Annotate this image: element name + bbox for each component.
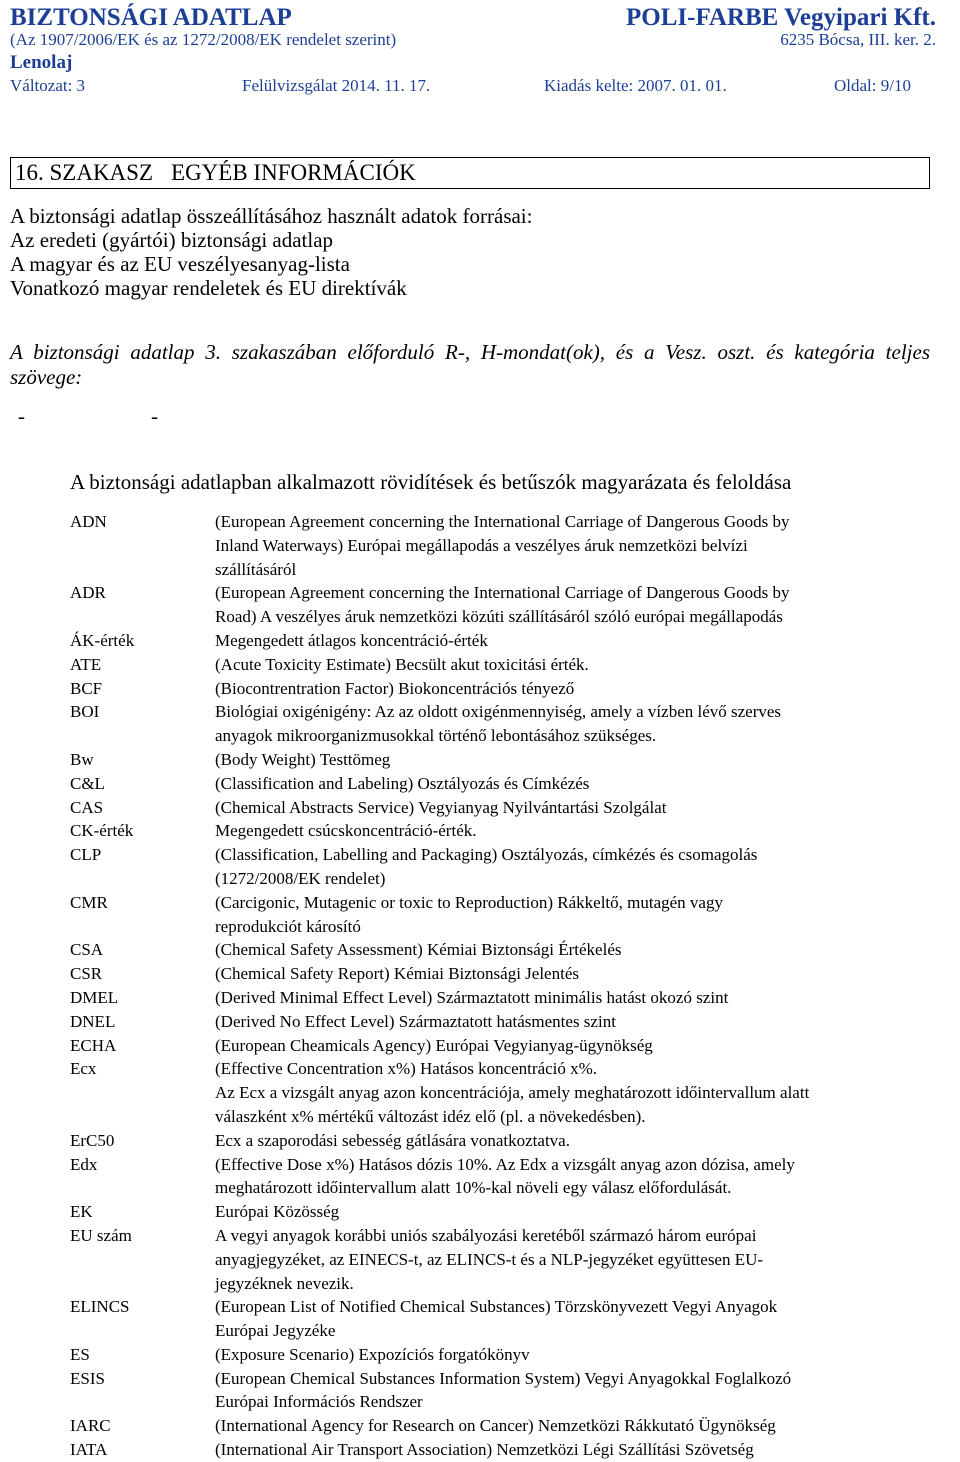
abbreviation-term: ErC50 bbox=[70, 1130, 115, 1150]
definition-line: reprodukciót károsító bbox=[215, 916, 361, 936]
abbreviation-term: ESIS bbox=[70, 1368, 105, 1388]
abbreviation-term: IATA bbox=[70, 1440, 108, 1460]
sources-line: Az eredeti (gyártói) biztonsági adatlap bbox=[10, 228, 334, 252]
definition-line: (Effective Concentration x%) Hatásos koncentráció x%. bbox=[215, 1059, 598, 1079]
company-name: POLI-FARBE Vegyipari Kft. bbox=[626, 4, 936, 31]
definition-line: Európai Közösség bbox=[215, 1202, 340, 1222]
abbreviation-row bbox=[70, 700, 930, 748]
abbreviation-row bbox=[70, 1153, 930, 1201]
abbreviation-definition bbox=[215, 986, 930, 1010]
abbreviation-row bbox=[70, 986, 930, 1010]
definition-line: Európai Jegyzéke bbox=[215, 1321, 336, 1341]
abbreviation-row bbox=[70, 1367, 930, 1415]
definition-line: (European Agreement concerning the International Carriage of Dangerous Goods by bbox=[215, 512, 790, 531]
abbreviation-row bbox=[70, 1200, 930, 1224]
abbreviation-term: CLP bbox=[70, 845, 102, 865]
sources-line: A magyar és az EU veszélyesanyag-lista bbox=[10, 252, 350, 276]
definition-line: (Chemical Safety Assessment) Kémiai Biztonsági Értékelés bbox=[215, 940, 622, 960]
abbreviation-row bbox=[70, 843, 930, 891]
definition-line: szállításáról bbox=[215, 559, 297, 579]
abbreviation-definition bbox=[215, 1343, 930, 1367]
dash-right: - bbox=[151, 404, 158, 428]
abbreviation-term: DMEL bbox=[70, 987, 119, 1007]
abbreviation-term: CSR bbox=[70, 964, 103, 984]
abbreviation-definition bbox=[215, 1010, 930, 1034]
definition-line: Megengedett átlagos koncentráció-érték bbox=[215, 630, 488, 650]
abbreviation-definition bbox=[215, 1295, 930, 1343]
abbreviation-row bbox=[70, 1295, 930, 1343]
abbreviation-term: ATE bbox=[70, 654, 102, 674]
definition-line: Inland Waterways) Európai megállapodás a veszélyes áruk nemzetközi belvízi bbox=[215, 535, 748, 555]
company-address: 6235 Bócsa, III. ker. 2. bbox=[780, 30, 936, 49]
abbreviation-row bbox=[70, 962, 930, 986]
sources-block bbox=[10, 204, 532, 300]
abbreviation-row bbox=[70, 891, 930, 939]
definition-line: (Chemical Abstracts Service) Vegyianyag Nyilvántartási Szolgálat bbox=[215, 797, 667, 817]
definition-line: Európai Információs Rendszer bbox=[215, 1392, 423, 1412]
abbreviation-row bbox=[70, 1224, 930, 1295]
definition-line: (Exposure Scenario) Expozíciós forgatókönyv bbox=[215, 1344, 530, 1364]
definition-line: (European List of Notified Chemical Substances) Törzskönyvezett Vegyi Anyagok bbox=[215, 1297, 778, 1317]
abbreviation-row bbox=[70, 748, 930, 772]
abbreviation-term: EK bbox=[70, 1202, 93, 1222]
definition-line: Megengedett csúcskoncentráció-érték. bbox=[215, 821, 477, 841]
dash-left: - bbox=[18, 404, 25, 428]
abbreviation-row bbox=[70, 1034, 930, 1058]
abbreviation-term: CSA bbox=[70, 940, 104, 960]
section-heading bbox=[10, 157, 930, 189]
definition-line: (Derived No Effect Level) Származtatott hatásmentes szint bbox=[215, 1011, 616, 1031]
abbreviation-term: ES bbox=[70, 1344, 90, 1364]
review-date: Felülvizsgálat 2014. 11. 17. bbox=[242, 76, 431, 95]
definition-line: (Derived Minimal Effect Level) Származtatott minimális hatást okozó szint bbox=[215, 987, 729, 1007]
abbreviation-definition bbox=[215, 962, 930, 986]
definition-line: válaszként x% mértékű változást idéz elő (pl. a növekedésben). bbox=[215, 1106, 646, 1126]
abbreviation-row bbox=[70, 1438, 930, 1462]
abbreviation-term: DNEL bbox=[70, 1011, 116, 1031]
abbreviation-definition bbox=[215, 653, 930, 677]
sources-line: Vonatkozó magyar rendeletek és EU direktívák bbox=[10, 276, 407, 300]
definition-line: (Acute Toxicity Estimate) Becsült akut toxicitási érték. bbox=[215, 654, 589, 674]
definition-line: (Classification, Labelling and Packaging) Osztályozás, címkézés és csomagolás bbox=[215, 845, 758, 865]
version-label: Változat: 3 bbox=[10, 76, 86, 95]
abbreviation-row bbox=[70, 772, 930, 796]
abbreviation-term: Ecx bbox=[70, 1059, 97, 1079]
abbreviation-term: ELINCS bbox=[70, 1297, 130, 1317]
abbreviation-row bbox=[70, 510, 930, 581]
abbreviations-list bbox=[70, 510, 930, 1462]
abbreviation-row bbox=[70, 819, 930, 843]
abbreviations-title: A biztonsági adatlapban alkalmazott rövidítések és betűszók magyarázata és feloldása bbox=[70, 470, 792, 494]
definition-line: (International Air Transport Association) Nemzetközi Légi Szállítási Szövetség bbox=[215, 1440, 754, 1460]
definition-line: (European Agreement concerning the International Carriage of Dangerous Goods by bbox=[215, 583, 790, 603]
abbreviation-definition bbox=[215, 1034, 930, 1058]
abbreviation-definition bbox=[215, 891, 930, 939]
abbreviation-term: CK-érték bbox=[70, 821, 134, 841]
definition-line: Biológiai oxigénigény: Az az oldott oxigénmennyiség, amely a vízben lévő szerves bbox=[215, 702, 782, 722]
abbreviation-term: CAS bbox=[70, 797, 104, 817]
abbreviation-term: CMR bbox=[70, 892, 108, 912]
abbreviation-definition bbox=[215, 677, 930, 701]
definition-line: (Body Weight) Testtömeg bbox=[215, 749, 391, 769]
definition-line: Road) A veszélyes áruk nemzetközi közúti szállításáról szóló európai megállapodás bbox=[215, 607, 783, 627]
definition-line: (Effective Dose x%) Hatásos dózis 10%. Az Edx a vizsgált anyag azon dózisa, amely bbox=[215, 1154, 795, 1174]
definition-line: Ecx a szaporodási sebesség gátlására vonatkoztatva. bbox=[215, 1130, 570, 1150]
abbreviation-row bbox=[70, 1129, 930, 1153]
definition-line: anyagjegyzéket, az EINECS-t, az ELINCS-t és a NLP-jegyzéket együttesen EU- bbox=[215, 1249, 764, 1269]
abbreviation-definition bbox=[215, 1224, 930, 1295]
abbreviation-row bbox=[70, 677, 930, 701]
issue-date: Kiadás kelte: 2007. 01. 01. bbox=[544, 76, 727, 95]
abbreviation-term: Bw bbox=[70, 749, 94, 769]
definition-line: (European Chemical Substances Information System) Vegyi Anyagokkal Foglalkozó bbox=[215, 1368, 792, 1388]
abbreviation-term: ADN bbox=[70, 512, 107, 531]
abbreviation-definition bbox=[215, 510, 930, 581]
abbreviation-term: ÁK-érték bbox=[70, 630, 135, 650]
definition-line: jegyzéknek nevezik. bbox=[215, 1273, 354, 1293]
abbreviation-definition bbox=[215, 700, 930, 748]
abbreviation-definition bbox=[215, 1129, 930, 1153]
abbreviation-row bbox=[70, 1010, 930, 1034]
abbreviation-definition bbox=[215, 629, 930, 653]
abbreviation-row bbox=[70, 629, 930, 653]
abbreviation-row bbox=[70, 938, 930, 962]
abbreviation-definition bbox=[215, 819, 930, 843]
product-name: Lenolaj bbox=[10, 52, 73, 73]
r-phrases-intro: A biztonsági adatlap 3. szakaszában előforduló R-, H-mondat(ok), és a Vesz. oszt. és kategória teljes szövege: bbox=[10, 340, 930, 389]
definition-line: meghatározott időintervallum alatt 10%-kal növeli egy válasz előfordulását. bbox=[215, 1178, 732, 1198]
abbreviation-row bbox=[70, 796, 930, 820]
page-number: Oldal: 9/10 bbox=[834, 76, 911, 95]
abbreviation-term: BOI bbox=[70, 702, 100, 722]
definition-line: anyagok mikroorganizmusokkal történő lebontásához szükséges. bbox=[215, 726, 657, 746]
abbreviation-row bbox=[70, 1057, 930, 1128]
abbreviation-definition bbox=[215, 748, 930, 772]
abbreviation-row bbox=[70, 653, 930, 677]
abbreviation-term: C&L bbox=[70, 773, 105, 793]
definition-line: (Classification and Labeling) Osztályozás és Címkézés bbox=[215, 773, 590, 793]
abbreviation-definition bbox=[215, 1414, 930, 1438]
abbreviation-definition bbox=[215, 843, 930, 891]
sources-line: A biztonsági adatlap összeállításához használt adatok forrásai: bbox=[10, 204, 533, 228]
abbreviation-definition bbox=[215, 1367, 930, 1415]
abbreviation-definition bbox=[215, 772, 930, 796]
definition-line: Az Ecx a vizsgált anyag azon koncentrációja, amely meghatározott időintervallum alatt bbox=[215, 1083, 810, 1103]
abbreviation-term: Edx bbox=[70, 1154, 98, 1174]
abbreviation-term: ECHA bbox=[70, 1035, 117, 1055]
definition-line: (1272/2008/EK rendelet) bbox=[215, 868, 386, 888]
doc-title: BIZTONSÁGI ADATLAP bbox=[10, 4, 292, 31]
section-number: 16. SZAKASZ bbox=[15, 160, 154, 185]
abbreviation-term: IARC bbox=[70, 1416, 111, 1436]
abbreviation-definition bbox=[215, 796, 930, 820]
abbreviation-row bbox=[70, 1343, 930, 1367]
abbreviation-term: ADR bbox=[70, 583, 106, 603]
abbreviation-definition bbox=[215, 938, 930, 962]
definition-line: (Biocontrentration Factor) Biokoncentrációs tényező bbox=[215, 678, 575, 698]
document-header bbox=[10, 4, 936, 96]
definition-line: A vegyi anyagok korábbi uniós szabályozási keretéből származó három európai bbox=[215, 1225, 757, 1245]
abbreviation-definition bbox=[215, 1200, 930, 1224]
abbreviation-row bbox=[70, 1414, 930, 1438]
abbreviation-term: EU szám bbox=[70, 1225, 132, 1245]
definition-line: (Chemical Safety Report) Kémiai Biztonsági Jelentés bbox=[215, 964, 579, 984]
abbreviation-definition bbox=[215, 1057, 930, 1128]
definition-line: (International Agency for Research on Cancer) Nemzetközi Rákkutató Ügynökség bbox=[215, 1416, 776, 1436]
definition-line: (Carcigonic, Mutagenic or toxic to Reproduction) Rákkeltő, mutagén vagy bbox=[215, 892, 723, 912]
abbreviation-row bbox=[70, 581, 930, 629]
abbreviation-term: BCF bbox=[70, 678, 103, 698]
abbreviation-definition bbox=[215, 1153, 930, 1201]
abbreviation-definition bbox=[215, 1438, 930, 1462]
abbreviation-definition bbox=[215, 581, 930, 629]
regulation-text: (Az 1907/2006/EK és az 1272/2008/EK rendelet szerint) bbox=[10, 30, 397, 49]
section-title: EGYÉB INFORMÁCIÓK bbox=[171, 160, 416, 185]
definition-line: (European Cheamicals Agency) Európai Vegyianyag-ügynökség bbox=[215, 1035, 653, 1055]
